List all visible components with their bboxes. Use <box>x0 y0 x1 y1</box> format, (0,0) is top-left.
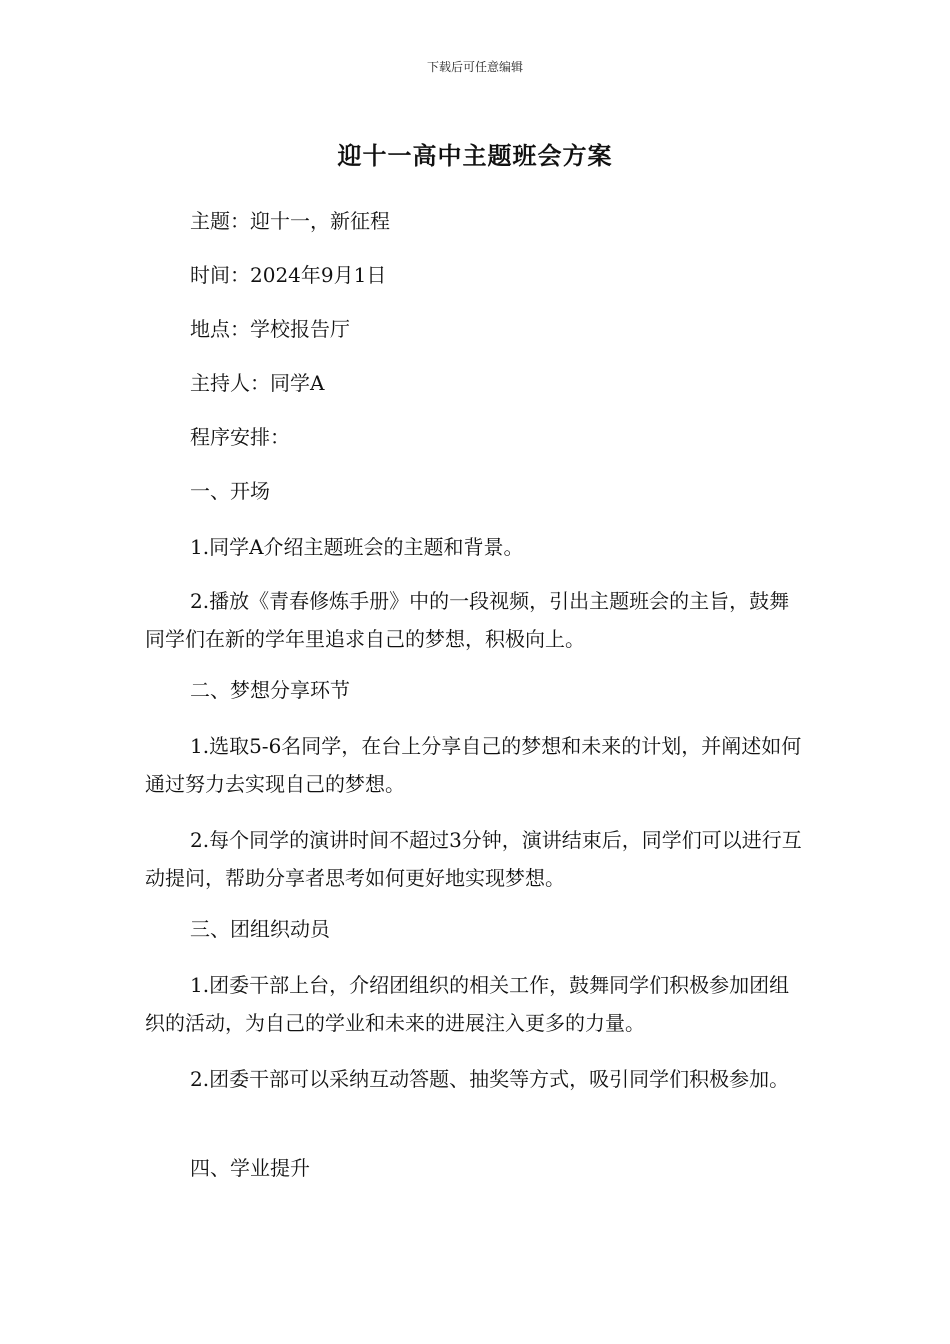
document-title: 迎十一高中主题班会方案 <box>337 142 613 170</box>
page-header: 下载后可任意编辑 <box>426 60 523 74</box>
section-item: 2.每个同学的演讲时间不超过3分钟，演讲结束后，同学们可以进行互动提问，帮助分享者思考如何更好地实现梦想。 <box>145 828 802 890</box>
section-item: 1.选取5-6名同学，在台上分享自己的梦想和未来的计划，并阐述如何通过努力去实现自己的梦想。 <box>145 734 802 796</box>
section-item: 2.团委干部可以采纳互动答题、抽奖等方式，吸引同学们积极参加。 <box>190 1067 790 1091</box>
section-heading-dream-sharing: 二、梦想分享环节 <box>190 678 350 702</box>
meta-place: 地点：学校报告厅 <box>190 317 350 341</box>
section-heading-academic-improvement: 四、学业提升 <box>190 1156 310 1180</box>
section-item: 1.同学A介绍主题班会的主题和背景。 <box>190 535 524 559</box>
meta-host: 主持人：同学A <box>190 371 325 395</box>
section-item: 2.播放《青春修炼手册》中的一段视频，引出主题班会的主旨，鼓舞同学们在新的学年里追求自己的梦想，积极向上。 <box>145 589 790 651</box>
meta-schedule: 程序安排： <box>190 425 290 449</box>
meta-time: 时间：2024年9月1日 <box>190 263 387 287</box>
section-item: 1.团委干部上台，介绍团组织的相关工作，鼓舞同学们积极参加团组织的活动，为自己的学业和未来的进展注入更多的力量。 <box>145 973 790 1035</box>
meta-theme: 主题：迎十一，新征程 <box>190 209 390 233</box>
section-heading-league-mobilization: 三、团组织动员 <box>190 917 330 941</box>
section-heading-opening: 一、开场 <box>190 479 270 503</box>
